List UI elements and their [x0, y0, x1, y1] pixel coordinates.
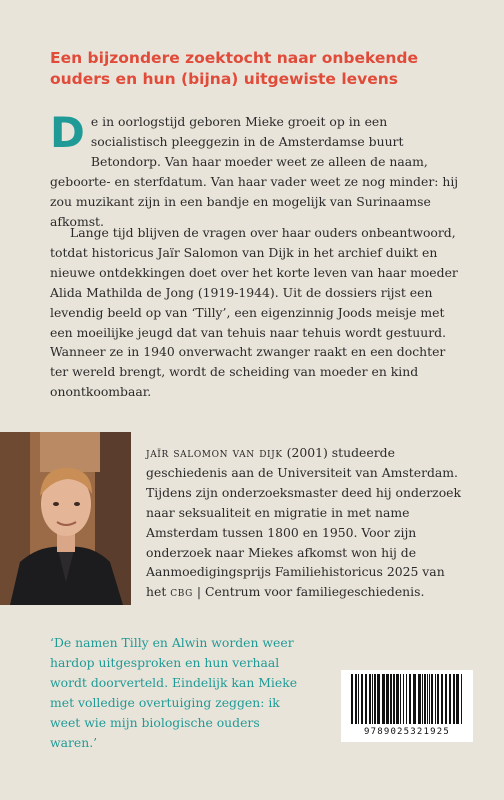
barcode-bar [390, 674, 392, 724]
barcode-bar [374, 674, 376, 724]
barcode-bar [435, 674, 436, 724]
barcode-bar [393, 674, 395, 724]
isbn-number: 9789025321925 [363, 727, 451, 737]
barcode-bar [431, 674, 433, 724]
barcode-bar [441, 674, 443, 724]
review-quote: ‘De namen Tilly en Alwin worden weer hardop uitgesproken en hun verhaal wordt doorverteld. Eindelijk kan Mieke met volledige overtuiging zeggen: ik weet wie mijn biologische ouders waren.’ [50, 635, 298, 750]
barcode-bar [396, 674, 399, 724]
barcode-bar [369, 674, 371, 724]
barcode-bar [427, 674, 428, 724]
barcode-bar [409, 674, 411, 724]
barcode-bar [403, 674, 404, 724]
barcode-bar [449, 674, 451, 724]
barcode-bar [418, 674, 421, 724]
org-abbreviation: cbg [170, 584, 193, 600]
barcode-bars [341, 670, 473, 726]
intro-paragraph [50, 108, 462, 231]
barcode-bar [358, 674, 359, 724]
barcode-bar [400, 674, 401, 724]
barcode-bar [361, 674, 363, 724]
isbn-barcode [341, 670, 473, 742]
author-name: jaïr salomon van dijk [146, 445, 283, 460]
barcode-bar [372, 674, 373, 724]
barcode-bar [382, 674, 385, 724]
author-bio [146, 443, 466, 602]
intro-text: e in oorlogstijd geboren Mieke groeit op in een socialistisch pleeggezin in de Amsterdamse buurt Betondorp. Van haar moeder weet ze alleen de naam, geboorte- en sterfdatum. Van haar vader weet ze nog minder: hij zou muzikant zijn in een bandje en mogelijk van Surinaamse afkomst. [50, 114, 459, 229]
barcode-bar [365, 674, 367, 724]
headline: Een bijzondere zoektocht naar onbekende ouders en hun (bijna) uitgewiste levens [50, 49, 419, 88]
barcode-bar [445, 674, 447, 724]
barcode-bar [461, 674, 462, 724]
author-photo [0, 432, 131, 605]
second-paragraph: Lange tijd blijven de vragen over haar ouders onbeantwoord, totdat historicus Jaïr Salomon van Dijk in het archief duikt en nieuwe ontdekkingen doet over het korte leven van haar moeder Alida Mathilda de Jong (1919-1944). Uit de dossiers rijst een levendig beeld op van ‘Tilly’, een eigenzinnig Joods meisje met een moeilijke jeugd dat van tehuis naar tehuis wordt gestuurd. Wanneer ze in 1940 onverwacht zwanger raakt en een dochter ter wereld brengt, wordt de scheiding van moeder en kind onontkoombaar. [50, 225, 458, 400]
barcode-bar [377, 674, 380, 724]
org-name: | Centrum voor familiegeschiedenis. [192, 584, 425, 600]
barcode-bar [429, 674, 430, 724]
barcode-bar [437, 674, 439, 724]
drop-cap: D [50, 108, 85, 157]
barcode-bar [351, 674, 353, 724]
author-bio-text: (2001) studeerde geschiedenis aan de Universiteit van Amsterdam. Tijdens zijn onderzoeksmaster deed hij onderzoek naar seksualiteit en migratie in met name Amsterdam tussen 1800 en 1950. Voor zijn onderzoek naar Miekes afkomst won hij de Aanmoedigingsprijs Familiehistoricus 2025 van het [146, 445, 461, 600]
barcode-bar [406, 674, 407, 724]
barcode-bar [386, 674, 389, 724]
barcode-bar [456, 674, 459, 724]
barcode-bar [355, 674, 357, 724]
barcode-bar [453, 674, 455, 724]
barcode-bar [424, 674, 426, 724]
barcode-bar [422, 674, 423, 724]
author-portrait-image [0, 432, 131, 605]
barcode-bar [413, 674, 416, 724]
